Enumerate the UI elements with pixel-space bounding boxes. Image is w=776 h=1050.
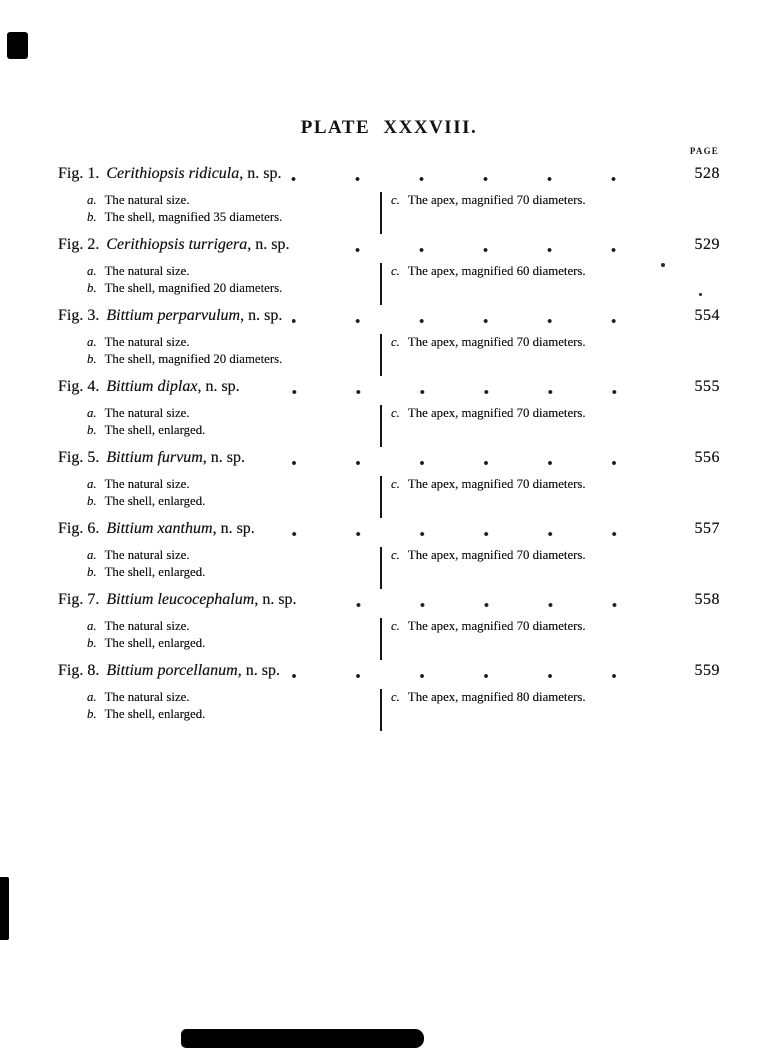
dot-leader [299, 236, 674, 258]
sub-item-letter: b. [87, 494, 97, 508]
sub-item-letter: a. [87, 477, 97, 491]
figure-detail-left-column [58, 334, 380, 378]
figure-detail-left-column [58, 476, 380, 520]
figure-detail-row [58, 263, 720, 307]
page-number: 529 [694, 236, 720, 253]
dot-leader [255, 449, 674, 471]
sub-item-b [87, 493, 380, 510]
scan-ink-bar-bottom [181, 1029, 424, 1048]
figure-caption [58, 520, 720, 542]
sub-item-text: The shell, enlarged. [104, 494, 206, 508]
sub-item-text: The shell, enlarged. [104, 707, 206, 721]
scan-ink-bar-left-edge [0, 877, 9, 940]
sub-item-letter: a. [87, 264, 97, 278]
figure-caption [58, 236, 720, 258]
sub-item-c [391, 689, 720, 706]
figure-detail-row [58, 334, 720, 378]
sub-item-a [87, 618, 380, 635]
species-suffix: , n. sp. [254, 591, 297, 608]
dot-leader [307, 591, 674, 613]
sub-item-c [391, 618, 720, 635]
figure-label: Fig. 3. [58, 307, 100, 324]
figure-detail-row [58, 192, 720, 236]
figure-caption [58, 307, 720, 329]
figure-detail-row [58, 476, 720, 520]
sub-item-c [391, 405, 720, 422]
sub-item-text: The natural size. [104, 406, 190, 420]
sub-item-text: The shell, enlarged. [104, 636, 206, 650]
sub-item-letter: a. [87, 193, 97, 207]
sub-item-text: The shell, magnified 20 diameters. [104, 352, 283, 366]
figure-entry [58, 520, 720, 591]
figure-entry [58, 378, 720, 449]
species-suffix: , n. sp. [240, 307, 283, 324]
figure-detail-right-column [380, 618, 720, 660]
figure-label: Fig. 2. [58, 236, 100, 253]
sub-item-text: The apex, magnified 70 diameters. [407, 548, 586, 562]
figure-detail-right-column [380, 263, 720, 305]
figure-label: Fig. 6. [58, 520, 100, 537]
species-name: Bittium leucocephalum [106, 591, 255, 608]
sub-item-text: The natural size. [104, 619, 190, 633]
sub-item-letter: c. [391, 264, 400, 278]
sub-item-b [87, 706, 380, 723]
dot-leader [290, 662, 674, 684]
species-name: Bittium perparvulum [106, 307, 241, 324]
sub-item-text: The shell, magnified 20 diameters. [104, 281, 283, 295]
figure-detail-row [58, 618, 720, 662]
species-suffix: , n. sp. [202, 449, 246, 466]
figure-label: Fig. 7. [58, 591, 100, 608]
figure-entry [58, 307, 720, 378]
page-number: 528 [694, 165, 720, 182]
sub-item-a [87, 263, 380, 280]
sub-item-letter: a. [87, 548, 97, 562]
sub-item-letter: b. [87, 707, 97, 721]
dot-leader [250, 378, 674, 400]
species-name: Cerithiopsis turrigera [106, 236, 248, 253]
sub-item-c [391, 192, 720, 209]
figure-entry [58, 662, 720, 733]
sub-item-text: The natural size. [104, 335, 190, 349]
figure-caption [58, 591, 720, 613]
sub-item-text: The apex, magnified 80 diameters. [407, 690, 586, 704]
plate-title: PLATE XXXVIII. [300, 117, 478, 138]
page-content [58, 116, 720, 733]
sub-item-text: The natural size. [104, 477, 190, 491]
sub-item-text: The apex, magnified 60 diameters. [407, 264, 586, 278]
figure-caption [58, 165, 720, 187]
species-suffix: , n. sp. [197, 378, 240, 395]
sub-item-text: The natural size. [104, 548, 190, 562]
species-name: Bittium furvum [106, 449, 203, 466]
sub-item-text: The apex, magnified 70 diameters. [407, 619, 586, 633]
figures-list [58, 165, 720, 733]
page-number: 556 [694, 449, 720, 466]
sub-item-text: The natural size. [104, 193, 190, 207]
sub-item-a [87, 192, 380, 209]
sub-item-text: The apex, magnified 70 diameters. [407, 193, 586, 207]
figure-caption [58, 449, 720, 471]
figure-label: Fig. 5. [58, 449, 100, 466]
sub-item-text: The shell, magnified 35 diameters. [104, 210, 283, 224]
sub-item-letter: c. [391, 690, 400, 704]
sub-item-letter: a. [87, 619, 97, 633]
sub-item-letter: b. [87, 636, 97, 650]
figure-detail-row [58, 689, 720, 733]
sub-item-letter: c. [391, 193, 400, 207]
sub-item-c [391, 263, 720, 280]
sub-item-letter: b. [87, 210, 97, 224]
figure-detail-row [58, 547, 720, 591]
sub-item-text: The apex, magnified 70 diameters. [407, 335, 586, 349]
figure-detail-right-column [380, 405, 720, 447]
figure-entry [58, 236, 720, 307]
species-suffix: , n. sp. [239, 165, 282, 182]
page-column-header: PAGE [689, 146, 719, 156]
sub-item-a [87, 689, 380, 706]
dot-leader [291, 165, 674, 187]
sub-item-a [87, 405, 380, 422]
sub-item-a [87, 547, 380, 564]
species-name: Bittium xanthum [106, 520, 213, 537]
figure-detail-row [58, 405, 720, 449]
figure-label: Fig. 1. [58, 165, 100, 182]
figure-entry [58, 449, 720, 520]
figure-detail-right-column [380, 689, 720, 731]
sub-item-letter: c. [391, 619, 400, 633]
sub-item-b [87, 351, 380, 368]
sub-item-c [391, 547, 720, 564]
page-number: 559 [694, 662, 720, 679]
species-suffix: , n. sp. [237, 662, 280, 679]
species-name: Cerithiopsis ridicula [106, 165, 240, 182]
sub-item-a [87, 334, 380, 351]
scan-speck [661, 263, 665, 267]
sub-item-b [87, 564, 380, 581]
species-suffix: , n. sp. [247, 236, 290, 253]
species-name: Bittium porcellanum [106, 662, 238, 679]
figure-caption [58, 378, 720, 400]
sub-item-b [87, 209, 380, 226]
sub-item-letter: a. [87, 335, 97, 349]
figure-detail-right-column [380, 547, 720, 589]
sub-item-b [87, 635, 380, 652]
sub-item-letter: c. [391, 335, 400, 349]
figure-detail-right-column [380, 192, 720, 234]
sub-item-letter: a. [87, 406, 97, 420]
sub-item-letter: b. [87, 423, 97, 437]
species-suffix: , n. sp. [212, 520, 255, 537]
sub-item-c [391, 476, 720, 493]
page-number: 557 [694, 520, 720, 537]
sub-item-letter: c. [391, 477, 400, 491]
sub-item-text: The natural size. [104, 264, 190, 278]
figure-label: Fig. 8. [58, 662, 100, 679]
page-number: 555 [694, 378, 720, 395]
sub-item-c [391, 334, 720, 351]
sub-item-letter: b. [87, 565, 97, 579]
page-number: 554 [694, 307, 720, 324]
species-name: Bittium diplax [106, 378, 198, 395]
sub-item-text: The apex, magnified 70 diameters. [407, 477, 586, 491]
dot-leader [292, 307, 674, 329]
figure-detail-left-column [58, 263, 380, 307]
figure-detail-left-column [58, 689, 380, 733]
figure-entry [58, 591, 720, 662]
figure-detail-right-column [380, 476, 720, 518]
sub-item-letter: b. [87, 281, 97, 295]
sub-item-text: The shell, enlarged. [104, 565, 206, 579]
figure-detail-left-column [58, 192, 380, 236]
sub-item-text: The apex, magnified 70 diameters. [407, 406, 586, 420]
page-number: 558 [694, 591, 720, 608]
sub-item-letter: b. [87, 352, 97, 366]
sub-item-text: The natural size. [104, 690, 190, 704]
sub-item-a [87, 476, 380, 493]
figure-detail-left-column [58, 405, 380, 449]
sub-item-letter: c. [391, 406, 400, 420]
sub-item-b [87, 280, 380, 297]
figure-detail-left-column [58, 618, 380, 662]
figure-label: Fig. 4. [58, 378, 100, 395]
figure-detail-right-column [380, 334, 720, 376]
figure-caption [58, 662, 720, 684]
sub-item-letter: c. [391, 548, 400, 562]
dot-leader [265, 520, 674, 542]
sub-item-text: The shell, enlarged. [104, 423, 206, 437]
sub-item-letter: a. [87, 690, 97, 704]
scan-ink-blot-top-left [7, 32, 28, 59]
sub-item-b [87, 422, 380, 439]
figure-entry [58, 165, 720, 236]
figure-detail-left-column [58, 547, 380, 591]
scan-speck [699, 293, 702, 296]
